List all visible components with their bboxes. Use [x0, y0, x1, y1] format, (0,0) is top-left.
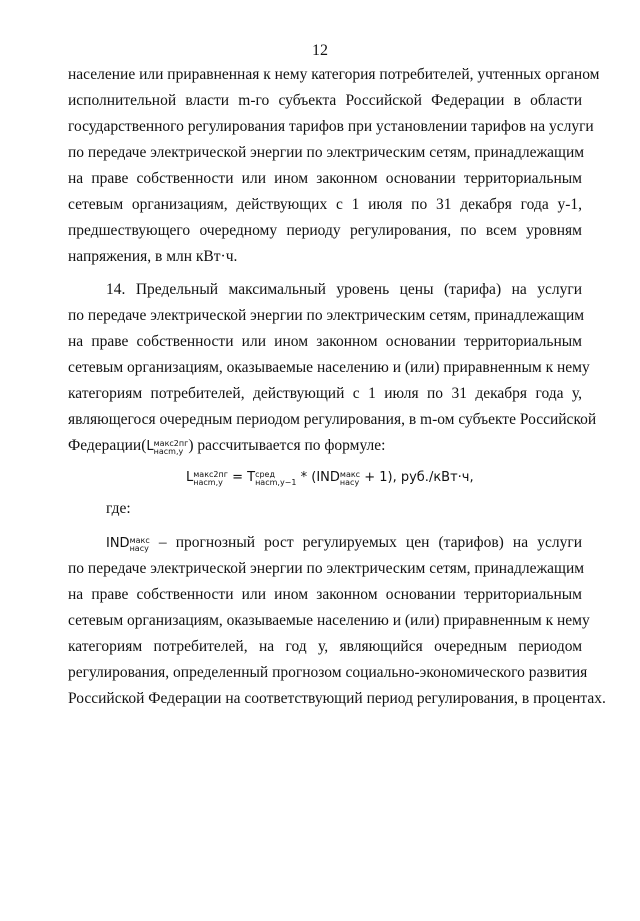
text-line: сетевым организациям, действующих с 1 июля по 31 декабря года у-1,	[68, 196, 582, 213]
subscript: насm,у	[193, 478, 223, 487]
text-line: сетевым организациям, оказываемые населению и (или) приравненным к нему	[68, 359, 590, 376]
text-line: на праве собственности или ином законном основании территориальным	[68, 586, 582, 603]
where-label: где:	[106, 500, 131, 517]
subscript: насm,у−1	[255, 478, 297, 487]
math-symbol: IND	[316, 470, 340, 485]
text-line: по передаче электрической энергии по электрическим сетям, принадлежащим	[68, 144, 585, 161]
text-segment: – прогнозный рост регулируемых цен (тарифов) на услуги	[149, 534, 582, 551]
definition-line	[106, 530, 582, 556]
math-index	[340, 471, 360, 487]
equals-sign: =	[227, 470, 248, 485]
text-line: категориям потребителей, действующий с 1 июля по 31 декабря года у,	[68, 385, 582, 402]
superscript: макс2пг	[193, 470, 228, 479]
math-symbol: L	[146, 439, 154, 454]
text-segment: ) рассчитывается по формуле:	[188, 437, 386, 454]
text-segment: Федерации(	[68, 437, 147, 454]
text-line-with-symbol	[68, 433, 582, 459]
superscript: сред	[255, 470, 276, 479]
superscript: макс	[129, 536, 150, 545]
math-symbol: IND	[106, 536, 130, 551]
text-line: сетевым организациям, оказываемые населению и (или) приравненным к нему	[68, 612, 590, 629]
subscript: насm,у	[153, 447, 184, 456]
text-line: по передаче электрической энергии по электрическим сетям, принадлежащим	[68, 307, 585, 324]
math-operator: * (	[296, 470, 317, 485]
text-line: государственного регулирования тарифов при установлении тарифов на услуги	[68, 118, 594, 135]
text-line: категориям потребителей, на год у, являющийся очередным периодом	[68, 638, 582, 655]
text-line: регулирования, определенный прогнозом социально-экономического развития	[68, 664, 588, 681]
text-line: предшествующего очередному периоду регулирования, по всем уровням	[68, 222, 582, 239]
text-line: на праве собственности или ином законном основании территориальным	[68, 333, 582, 350]
superscript: макс	[339, 470, 361, 479]
formula	[186, 464, 486, 490]
text-line: напряжения, в млн кВт·ч.	[68, 248, 238, 265]
subscript: насу	[129, 544, 149, 553]
math-index	[193, 471, 228, 487]
text-line: исполнительной власти m-го субъекта Российской Федерации в области	[68, 92, 582, 109]
subscript: насу	[339, 478, 360, 487]
text-line: население или приравненная к нему категория потребителей, учтенных органом	[68, 66, 600, 83]
text-line: на праве собственности или ином законном основании территориальным	[68, 170, 582, 187]
text-line: являющегося очередным периодом регулирования, в m-ом субъекте Российской	[68, 411, 597, 428]
math-index	[130, 537, 150, 553]
text-line: Российской Федерации на соответствующий период регулирования, в процентах.	[68, 690, 606, 707]
page-number: 12	[312, 42, 328, 59]
text-line: 14. Предельный максимальный уровень цены (тарифа) на услуги	[106, 281, 582, 298]
math-symbol: T	[247, 470, 256, 485]
formula-tail: + 1), руб./кВт·ч,	[360, 470, 474, 485]
superscript: макс2пг	[153, 439, 189, 448]
math-index	[154, 440, 189, 456]
math-index	[255, 471, 296, 487]
math-symbol: L	[186, 470, 194, 485]
text-line: по передаче электрической энергии по электрическим сетям, принадлежащим	[68, 560, 585, 577]
